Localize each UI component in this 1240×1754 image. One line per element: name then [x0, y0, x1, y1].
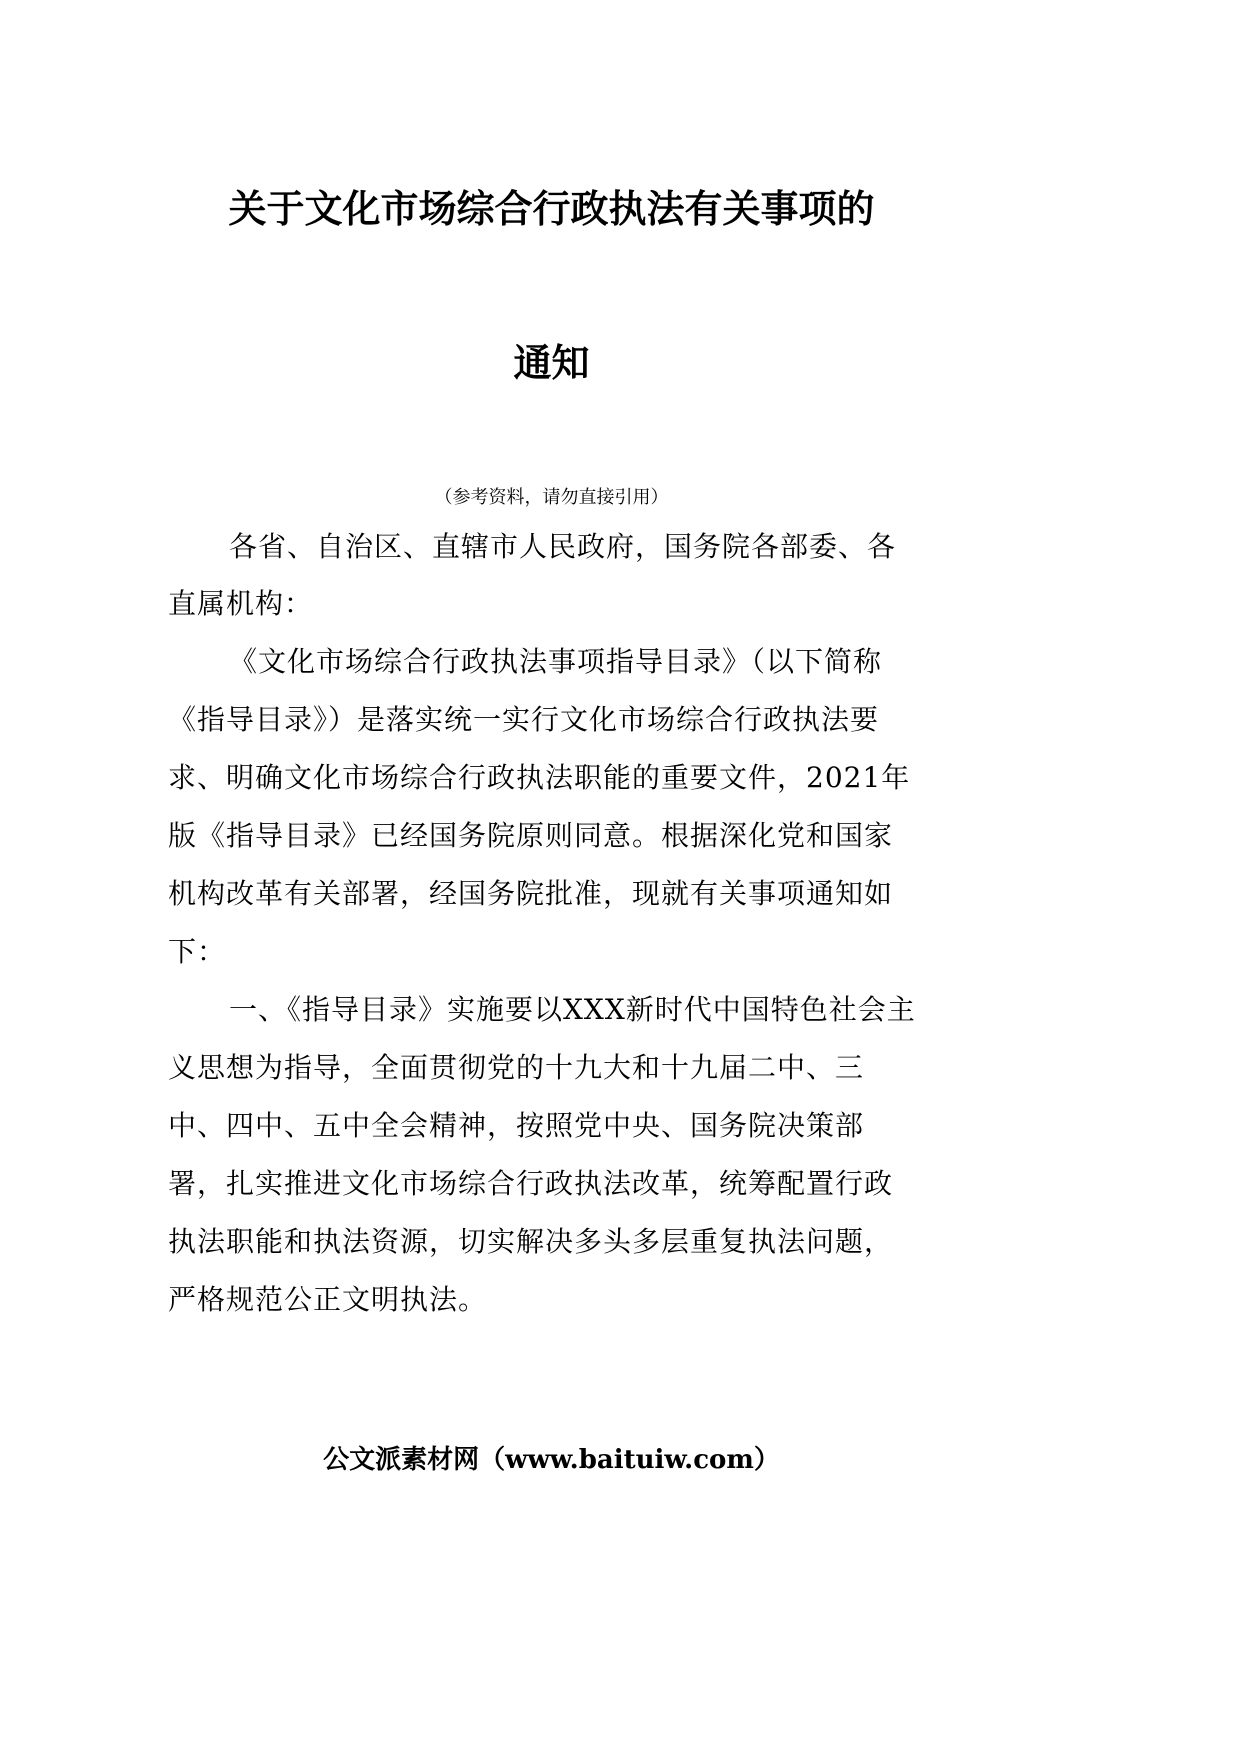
paragraph-2-line-1: 《文化市场综合行政执法事项指导目录》（以下简称: [229, 645, 883, 678]
document-title-line-1: 关于文化市场综合行政执法有关事项的: [228, 186, 875, 231]
source-footer: 公文派素材网（www.baituiw.com）: [323, 1445, 780, 1475]
paragraph-3-line-2: 义思想为指导，全面贯彻党的十九大和十九届二中、三: [168, 1051, 865, 1084]
paragraph-3-line-4: 署，扎实推进文化市场综合行政执法改革，统筹配置行政: [168, 1167, 894, 1200]
document-title-line-2: 通知: [513, 340, 590, 385]
paragraph-3-line-5: 执法职能和执法资源，切实解决多头多层重复执法问题，: [168, 1225, 894, 1258]
paragraph-1-line-2: 直属机构：: [168, 587, 314, 620]
paragraph-2-line-4: 版《指导目录》已经国务院原则同意。根据深化党和国家: [168, 819, 894, 852]
reference-note: （参考资料，请勿直接引用）: [434, 487, 669, 508]
paragraph-2-line-3: 求、明确文化市场综合行政执法职能的重要文件，2021年: [168, 761, 911, 794]
paragraph-2-line-2: 《指导目录》）是落实统一实行文化市场综合行政执法要: [168, 703, 880, 736]
paragraph-3-line-3: 中、四中、五中全会精神，按照党中央、国务院决策部: [168, 1109, 865, 1142]
paragraph-2-line-6: 下：: [168, 935, 227, 968]
paragraph-2-line-5: 机构改革有关部署，经国务院批准，现就有关事项通知如: [168, 877, 894, 910]
paragraph-1-line-1: 各省、自治区、直辖市人民政府，国务院各部委、各: [229, 530, 897, 563]
paragraph-3-line-1: 一、《指导目录》实施要以XXX新时代中国特色社会主: [229, 993, 916, 1026]
paragraph-3-line-6: 严格规范公正文明执法。: [168, 1283, 488, 1316]
